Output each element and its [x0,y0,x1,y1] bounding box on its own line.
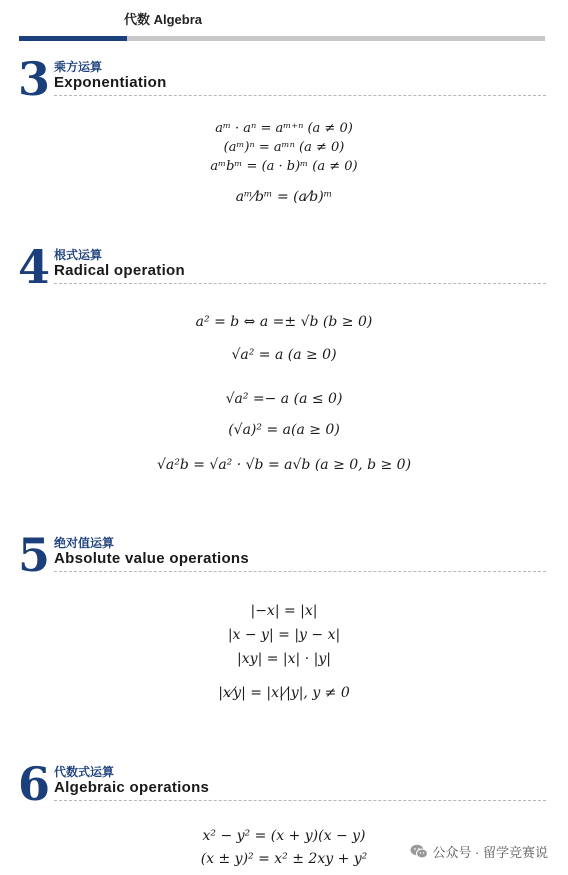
section-title-en: Absolute value operations [54,550,250,567]
section-title-zh: 根式运算 [54,248,103,262]
section-radical-header [18,240,546,294]
header-divider-accent [19,36,127,41]
formula: |x − y| = |y − x| [227,627,341,643]
section-algebraic-header [18,757,546,811]
section-absolute-value-header [18,528,546,582]
formula: √a²b = √a² · √b = a√b (a ≥ 0, b ≥ 0) [156,457,412,473]
section-title-en: Algebraic operations [54,779,210,796]
watermark-text: 公众号 · 留学竞赛说 [432,845,548,860]
section-title-en: Exponentiation [54,74,167,91]
formula: (aᵐ)ⁿ = aᵐⁿ (a ≠ 0) [223,140,345,155]
section-number: 3 [18,52,51,106]
formula: a² = b ⇔ a =± √b (b ≥ 0) [195,314,373,330]
page-header-title: 代数 Algebra [124,12,203,27]
formula: |xy| = |x| · |y| [237,651,331,667]
section-exponentiation-header [18,52,546,106]
formula: |−x| = |x| [250,603,318,619]
formula: x² − y² = (x + y)(x − y) [202,828,366,844]
section-title-zh: 代数式运算 [54,765,115,779]
formula: (√a)² = a(a ≥ 0) [228,422,340,438]
formula: √a² = a (a ≥ 0) [231,347,337,363]
formula: √a² =− a (a ≤ 0) [225,391,343,407]
section-title-zh: 乘方运算 [54,60,103,74]
section-title-zh: 绝对值运算 [54,536,115,550]
formula: |x⁄y| = |x|⁄|y|, y ≠ 0 [218,685,350,701]
watermark [410,842,548,861]
header-divider [19,36,545,41]
formula: aᵐ · aⁿ = aᵐ⁺ⁿ (a ≠ 0) [215,121,353,136]
section-dashed-divider [54,800,546,801]
wechat-icon [410,844,428,859]
section-dashed-divider [54,95,546,96]
section-dashed-divider [54,571,546,572]
section-number: 6 [18,757,51,811]
formula: aᵐbᵐ = (a · b)ᵐ (a ≠ 0) [210,159,358,174]
formula: aᵐ⁄bᵐ = (a⁄b)ᵐ [235,189,333,205]
section-number: 5 [18,528,51,582]
section-title-en: Radical operation [54,262,185,279]
section-number: 4 [18,240,51,294]
formula: (x ± y)² = x² ± 2xy + y² [200,851,368,867]
section-dashed-divider [54,283,546,284]
